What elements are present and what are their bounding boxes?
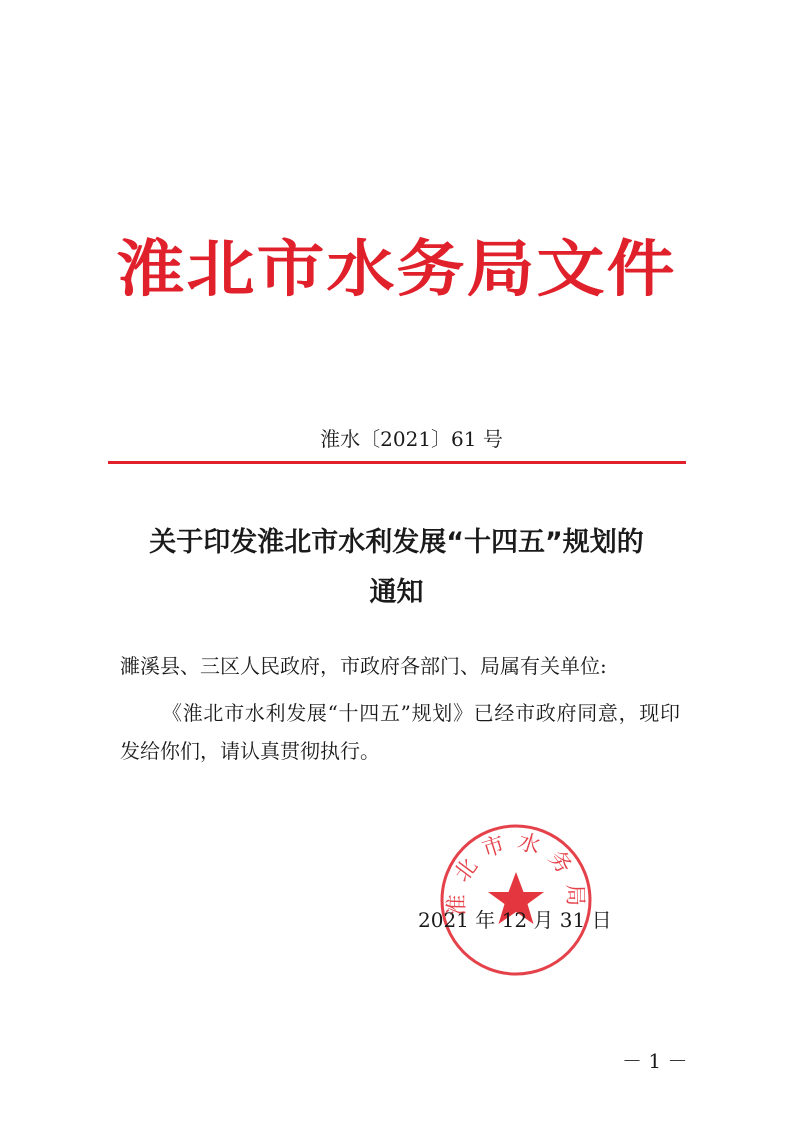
notice-title-line-1: 关于印发淮北市水利发展“十四五”规划的 bbox=[149, 527, 644, 558]
notice-body: 《淮北市水利发展“十四五”规划》已经市政府同意，现印发给你们，请认真贯彻执行。 bbox=[120, 701, 680, 763]
issue-date: 2021 年 12 月 31 日 bbox=[418, 908, 612, 932]
notice-title bbox=[100, 518, 693, 618]
official-seal bbox=[438, 822, 594, 978]
seal-text: 淮北市水务局 bbox=[444, 829, 588, 917]
recipients-line: 濉溪县、三区人民政府，市政府各部门、局属有关单位: bbox=[120, 654, 607, 678]
document-number: 淮水〔2021〕61 号 bbox=[320, 427, 503, 451]
page-number: － 1 － bbox=[622, 1049, 688, 1073]
notice-title-line-2: 通知 bbox=[369, 577, 424, 608]
document-header-title: 淮北市水务局文件 bbox=[116, 234, 677, 306]
red-divider-line bbox=[108, 461, 686, 464]
